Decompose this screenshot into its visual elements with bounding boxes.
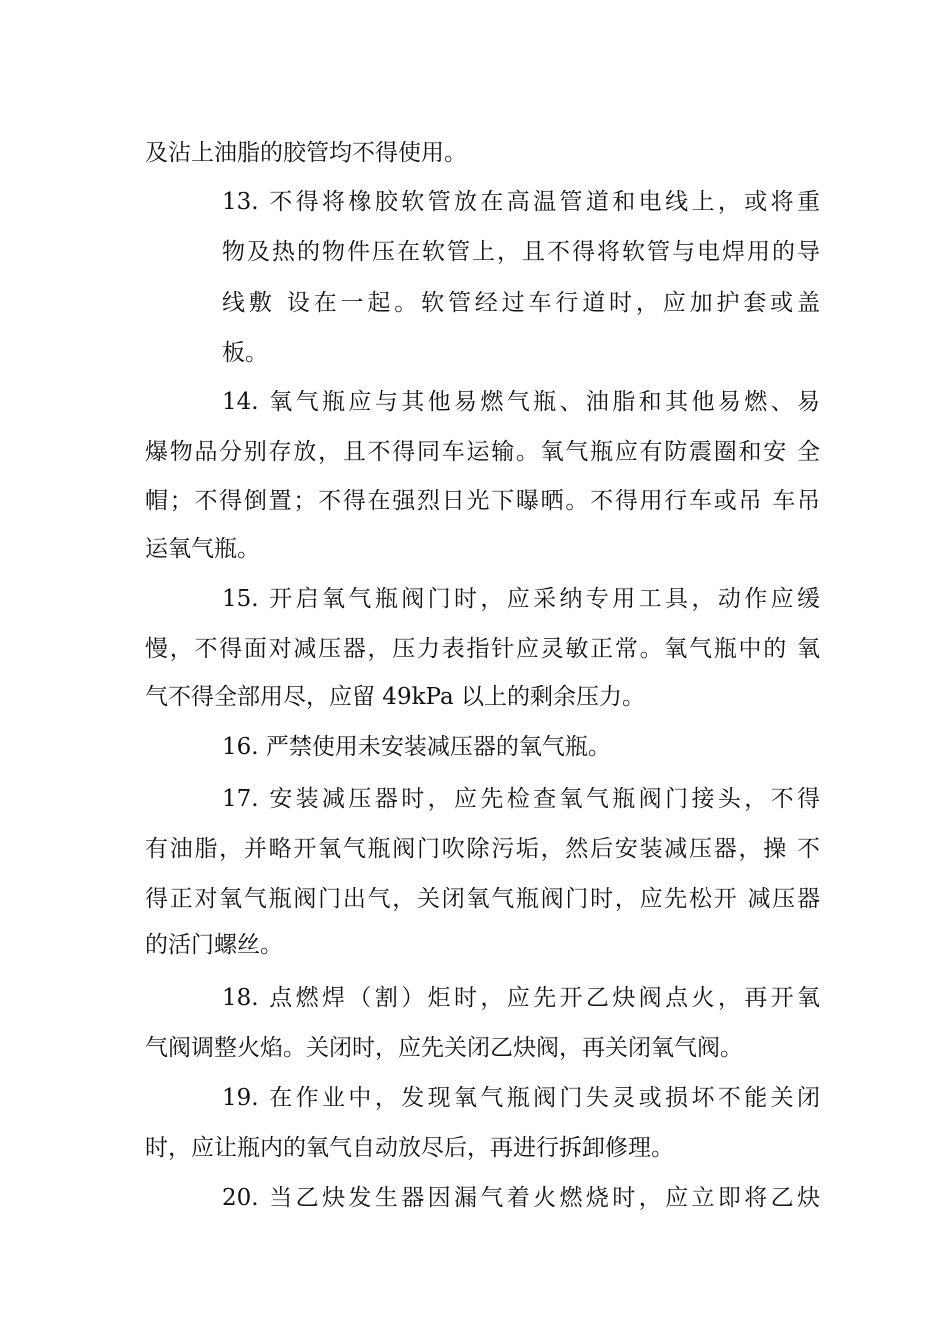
text-line: 运氧气瓶。	[145, 536, 260, 562]
text-line: 15. 开启氧气瓶阀门时，应采纳专用工具，动作应缓	[222, 586, 820, 612]
text-line: 19. 在作业中，发现氧气瓶阀门失灵或损坏不能关闭	[222, 1085, 820, 1111]
text-line: 及沾上油脂的胶管均不得使用。	[145, 140, 467, 166]
text-line: 17. 安装减压器时，应先检查氧气瓶阀门接头，不得	[222, 786, 820, 812]
text-line: 16. 严禁使用未安装减压器的氧气瓶。	[222, 734, 611, 760]
text-line: 有油脂，并略开氧气瓶阀门吹除污垢，然后安装减压器，操 不	[145, 836, 820, 862]
text-line: 时，应让瓶内的氧气自动放尽后，再进行拆卸修理。	[145, 1135, 674, 1161]
text-line: 的活门螺丝。	[145, 932, 283, 958]
text-line: 14. 氧气瓶应与其他易燃气瓶、油脂和其他易燃、易	[222, 389, 820, 415]
text-line: 得正对氧气瓶阀门出气，关闭氧气瓶阀门时，应先松开 减压器	[145, 886, 820, 912]
text-line: 18. 点燃焊（割）炬时，应先开乙炔阀点火，再开氧	[222, 985, 820, 1011]
text-line: 慢，不得面对减压器，压力表指针应灵敏正常。氧气瓶中的 氧	[145, 636, 820, 662]
text-line: 帽；不得倒置；不得在强烈日光下曝晒。不得用行车或吊 车吊	[145, 488, 820, 514]
text-line: 气阀调整火焰。关闭时，应先关闭乙炔阀，再关闭氧气阀。	[145, 1035, 743, 1061]
text-line: 13. 不得将橡胶软管放在高温管道和电线上，或将重	[222, 189, 820, 215]
text-line: 20. 当乙炔发生器因漏气着火燃烧时，应立即将乙炔	[222, 1185, 820, 1211]
text-line: 物及热的物件压在软管上，且不得将软管与电焊用的导	[222, 239, 820, 265]
text-line: 气不得全部用尽，应留 49kPa 以上的剩余压力。	[145, 684, 645, 710]
text-line: 爆物品分别存放，且不得同车运输。氧气瓶应有防震圈和安 全	[145, 439, 820, 465]
text-line: 板。	[222, 340, 268, 366]
text-line: 线敷 设在一起。软管经过车行道时，应加护套或盖	[222, 290, 820, 316]
